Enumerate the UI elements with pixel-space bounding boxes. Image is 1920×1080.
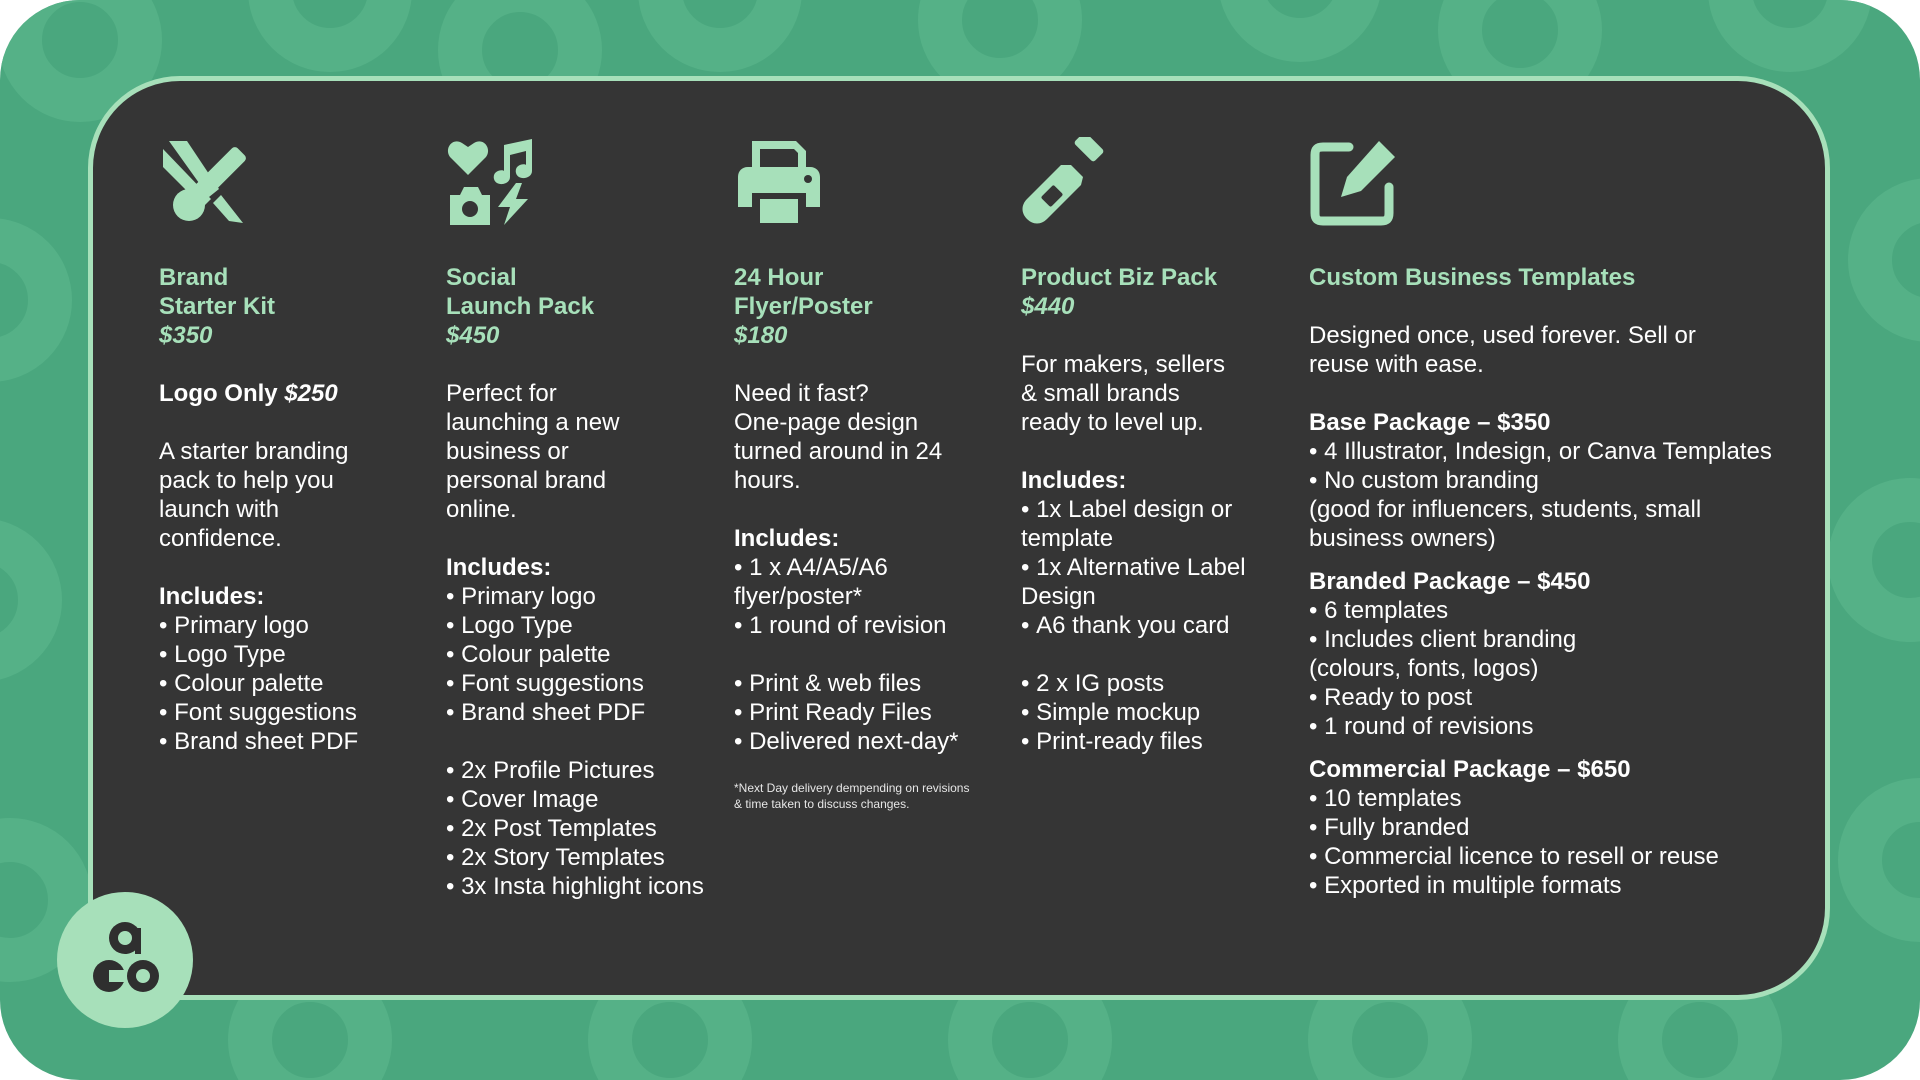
package-24-hour-flyer bbox=[734, 137, 994, 812]
package-title: Product Biz Pack bbox=[1021, 264, 1218, 291]
includes-list bbox=[159, 611, 419, 756]
list-item: • A6 thank you card bbox=[1021, 611, 1281, 640]
package-description: For makers, sellers & small brands ready to level up. bbox=[1021, 351, 1226, 436]
list-item: • Colour palette bbox=[446, 640, 706, 669]
includes-label: Includes: bbox=[446, 554, 552, 581]
extras-list bbox=[446, 756, 706, 901]
list-item: • 1 round of revision bbox=[734, 611, 994, 640]
package-title: Brand Starter Kit bbox=[159, 264, 276, 320]
package-description: A starter branding pack to help you launch with confidence. bbox=[159, 438, 349, 552]
list-item: • No custom branding bbox=[1309, 466, 1779, 495]
logo-only-option: Logo Only $250 bbox=[159, 380, 338, 407]
list-item: • Print & web files bbox=[734, 669, 994, 698]
includes-label: Includes: bbox=[734, 525, 840, 552]
list-item: • Logo Type bbox=[446, 611, 706, 640]
tier-list bbox=[1309, 437, 1779, 495]
list-item: • Print Ready Files bbox=[734, 698, 994, 727]
printer-icon bbox=[734, 137, 824, 227]
tier-label: Branded Package – $450 bbox=[1309, 568, 1591, 595]
list-item: • Brand sheet PDF bbox=[446, 698, 706, 727]
list-item: • Colour palette bbox=[159, 669, 419, 698]
list-item: • 1 x A4/A5/A6 flyer/poster* bbox=[734, 553, 994, 611]
includes-list bbox=[1021, 495, 1281, 640]
pricing-card bbox=[88, 76, 1830, 1000]
list-item: • Exported in multiple formats bbox=[1309, 871, 1779, 900]
package-description: Need it fast? One-page design turned around in 24 hours. bbox=[734, 380, 943, 494]
brush-pen-cross-icon bbox=[159, 137, 249, 227]
list-item: • Cover Image bbox=[446, 785, 706, 814]
list-item: • Font suggestions bbox=[446, 669, 706, 698]
list-item: • 1x Label design or template bbox=[1021, 495, 1281, 553]
package-price: $180 bbox=[734, 322, 788, 349]
list-item: • 10 templates bbox=[1309, 784, 1779, 813]
list-item: • 2x Profile Pictures bbox=[446, 756, 706, 785]
includes-list bbox=[734, 553, 994, 640]
extras-list bbox=[734, 669, 994, 756]
tier-branded bbox=[1309, 567, 1779, 741]
list-item: • Primary logo bbox=[446, 582, 706, 611]
list-item: • 4 Illustrator, Indesign, or Canva Templates bbox=[1309, 437, 1779, 466]
includes-list bbox=[446, 582, 706, 727]
package-title: Social Launch Pack bbox=[446, 264, 595, 320]
package-social-launch-pack bbox=[446, 137, 706, 901]
list-item: • 1 round of revisions bbox=[1309, 712, 1779, 741]
aco-logo-icon bbox=[57, 892, 193, 1028]
tier-list bbox=[1309, 596, 1779, 654]
list-item: • 2x Story Templates bbox=[446, 843, 706, 872]
list-item: • 2x Post Templates bbox=[446, 814, 706, 843]
tier-label: Base Package – $350 bbox=[1309, 409, 1551, 436]
list-item: • Delivered next-day* bbox=[734, 727, 994, 756]
tier-note: (good for influencers, students, small business owners) bbox=[1309, 496, 1702, 552]
package-price: $450 bbox=[446, 322, 500, 349]
extras-list bbox=[1021, 669, 1281, 756]
list-item: • 2 x IG posts bbox=[1021, 669, 1281, 698]
list-item: • Print-ready files bbox=[1021, 727, 1281, 756]
package-description: Perfect for launching a new business or personal brand online. bbox=[446, 380, 620, 523]
tier-commercial bbox=[1309, 755, 1779, 900]
package-description: Designed once, used forever. Sell or reuse with ease. bbox=[1309, 322, 1696, 378]
bottle-icon bbox=[1021, 137, 1111, 227]
package-custom-business-templates bbox=[1309, 137, 1779, 900]
list-item: • Font suggestions bbox=[159, 698, 419, 727]
social-media-icon bbox=[446, 137, 536, 227]
package-title: Custom Business Templates bbox=[1309, 264, 1636, 291]
package-product-biz-pack bbox=[1021, 137, 1281, 756]
edit-square-icon bbox=[1309, 137, 1399, 227]
list-item: • Commercial licence to resell or reuse bbox=[1309, 842, 1779, 871]
list-item: • Brand sheet PDF bbox=[159, 727, 419, 756]
includes-label: Includes: bbox=[159, 583, 265, 610]
list-item: • 3x Insta highlight icons bbox=[446, 872, 706, 901]
list-item: • Includes client branding bbox=[1309, 625, 1779, 654]
tier-list bbox=[1309, 683, 1779, 741]
includes-label: Includes: bbox=[1021, 467, 1127, 494]
list-item: • Ready to post bbox=[1309, 683, 1779, 712]
tier-list bbox=[1309, 784, 1779, 900]
list-item: • Simple mockup bbox=[1021, 698, 1281, 727]
package-brand-starter-kit bbox=[159, 137, 419, 756]
delivery-footnote: *Next Day delivery dempending on revisions & time taken to discuss changes. bbox=[734, 781, 970, 811]
package-title: 24 Hour Flyer/Poster bbox=[734, 264, 873, 320]
list-item: • Fully branded bbox=[1309, 813, 1779, 842]
list-item: • 1x Alternative Label Design bbox=[1021, 553, 1281, 611]
list-item: • Primary logo bbox=[159, 611, 419, 640]
list-item: • Logo Type bbox=[159, 640, 419, 669]
list-item: • 6 templates bbox=[1309, 596, 1779, 625]
tier-note: (colours, fonts, logos) bbox=[1309, 655, 1539, 682]
package-price: $350 bbox=[159, 322, 213, 349]
tier-label: Commercial Package – $650 bbox=[1309, 756, 1631, 783]
package-price: $440 bbox=[1021, 293, 1075, 320]
tier-base bbox=[1309, 408, 1779, 553]
